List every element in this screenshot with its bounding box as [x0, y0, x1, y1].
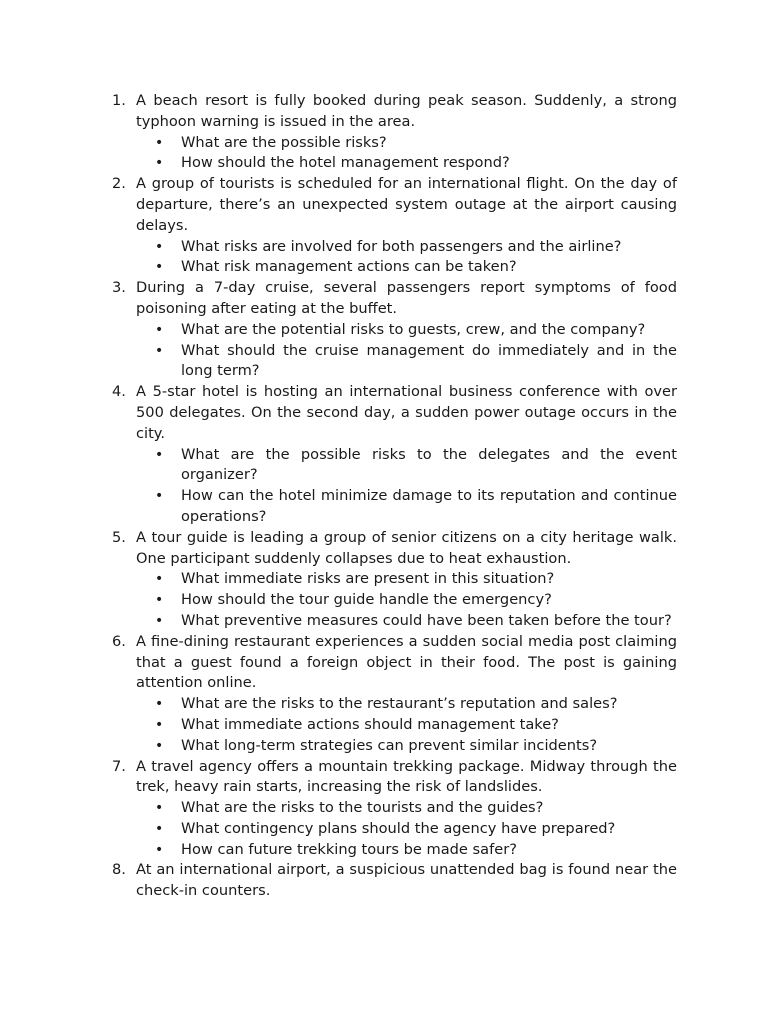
scenario-text: A fine-dining restaurant experiences a sudden social media post claiming that a guest found a foreign object in their food. The post is gaining attention online.: [136, 632, 677, 692]
scenario-item-7: [112, 757, 677, 861]
item-number: 7.: [112, 757, 126, 775]
question-text: What preventive measures could have been taken before the tour?: [181, 611, 672, 629]
question-list: [136, 320, 677, 382]
question-text: How should the tour guide handle the emergency?: [181, 591, 552, 609]
item-number: 8.: [112, 861, 126, 879]
scenario-text: During a 7-day cruise, several passengers report symptoms of food poisoning after eating at the buffet.: [136, 279, 677, 317]
bullet-icon: •: [155, 800, 164, 817]
question-text: What risk management actions can be taken?: [181, 258, 517, 276]
question-text: What immediate actions should management take?: [181, 715, 559, 733]
bullet-icon: •: [155, 446, 164, 463]
question-item: [136, 694, 677, 715]
question-item: [136, 715, 677, 736]
scenario-item-5: [112, 528, 677, 632]
question-item: [136, 569, 677, 590]
question-list: [136, 798, 677, 860]
scenario-item-2: [112, 174, 677, 278]
scenario-list: [112, 91, 677, 902]
question-item: [136, 611, 677, 632]
scenario-text: A tour guide is leading a group of senior citizens on a city heritage walk. One participant suddenly collapses due to heat exhaustion.: [136, 528, 677, 567]
scenario-item-8: [112, 860, 677, 902]
item-number: 5.: [112, 528, 126, 546]
question-text: How can the hotel minimize damage to its reputation and continue operations?: [181, 487, 677, 525]
bullet-icon: •: [155, 612, 164, 629]
question-text: What long-term strategies can prevent similar incidents?: [181, 736, 598, 754]
item-number: 2.: [112, 175, 126, 193]
bullet-icon: •: [155, 259, 164, 276]
bullet-icon: •: [155, 488, 164, 505]
scenario-text: A 5-star hotel is hosting an international business conference with over 500 delegates. On the second day, a sudden power outage occurs in the city.: [136, 383, 677, 442]
question-item: [136, 819, 677, 840]
bullet-icon: •: [155, 592, 164, 609]
bullet-icon: •: [155, 716, 164, 733]
question-text: What are the potential risks to guests, crew, and the company?: [181, 320, 646, 338]
question-item: [136, 798, 677, 819]
bullet-icon: •: [155, 696, 164, 713]
question-list: [136, 133, 677, 175]
bullet-icon: •: [155, 841, 164, 858]
question-text: How should the hotel management respond?: [181, 154, 510, 172]
question-item: [136, 257, 677, 278]
question-item: [136, 736, 677, 757]
scenario-text: A travel agency offers a mountain trekking package. Midway through the trek, heavy rain starts, increasing the risk of landslides.: [136, 757, 677, 796]
question-item: [136, 153, 677, 174]
scenario-text: At an international airport, a suspicious unattended bag is found near the check-in counters.: [136, 861, 677, 900]
bullet-icon: •: [155, 571, 164, 588]
bullet-icon: •: [155, 134, 164, 151]
question-text: What are the risks to the restaurant’s reputation and sales?: [181, 695, 618, 713]
question-item: [136, 320, 677, 341]
question-item: [136, 237, 677, 258]
question-text: What should the cruise management do immediately and in the long term?: [181, 341, 677, 380]
question-item: [136, 590, 677, 611]
question-list: [136, 569, 677, 631]
scenario-item-4: [112, 382, 677, 528]
question-item: [136, 341, 677, 383]
scenario-text: A beach resort is fully booked during peak season. Suddenly, a strong typhoon warning is issued in the area.: [136, 92, 677, 130]
question-text: What are the possible risks to the delegates and the event organizer?: [181, 445, 677, 484]
item-number: 6.: [112, 632, 126, 650]
question-text: What are the possible risks?: [181, 133, 387, 151]
scenario-item-1: [112, 91, 677, 174]
bullet-icon: •: [155, 737, 164, 754]
bullet-icon: •: [155, 238, 164, 255]
item-number: 3.: [112, 279, 126, 297]
question-text: What contingency plans should the agency have prepared?: [181, 819, 616, 837]
question-list: [136, 694, 677, 756]
item-number: 1.: [112, 92, 126, 109]
scenario-item-6: [112, 632, 677, 757]
scenario-text: A group of tourists is scheduled for an international flight. On the day of departure, there’s an unexpected system outage at the airport causing delays.: [136, 175, 677, 234]
question-list: [136, 445, 677, 528]
item-number: 4.: [112, 383, 126, 401]
question-text: What risks are involved for both passengers and the airline?: [181, 237, 622, 255]
question-item: [136, 133, 677, 154]
bullet-icon: •: [155, 342, 164, 359]
bullet-icon: •: [155, 321, 164, 338]
bullet-icon: •: [155, 820, 164, 837]
question-text: What immediate risks are present in this situation?: [181, 570, 555, 588]
question-item: [136, 486, 677, 528]
bullet-icon: •: [155, 155, 164, 172]
scenario-item-3: [112, 278, 677, 382]
question-text: What are the risks to the tourists and the guides?: [181, 799, 544, 817]
question-text: How can future trekking tours be made safer?: [181, 840, 517, 858]
question-list: [136, 237, 677, 279]
question-item: [136, 445, 677, 487]
question-item: [136, 840, 677, 861]
